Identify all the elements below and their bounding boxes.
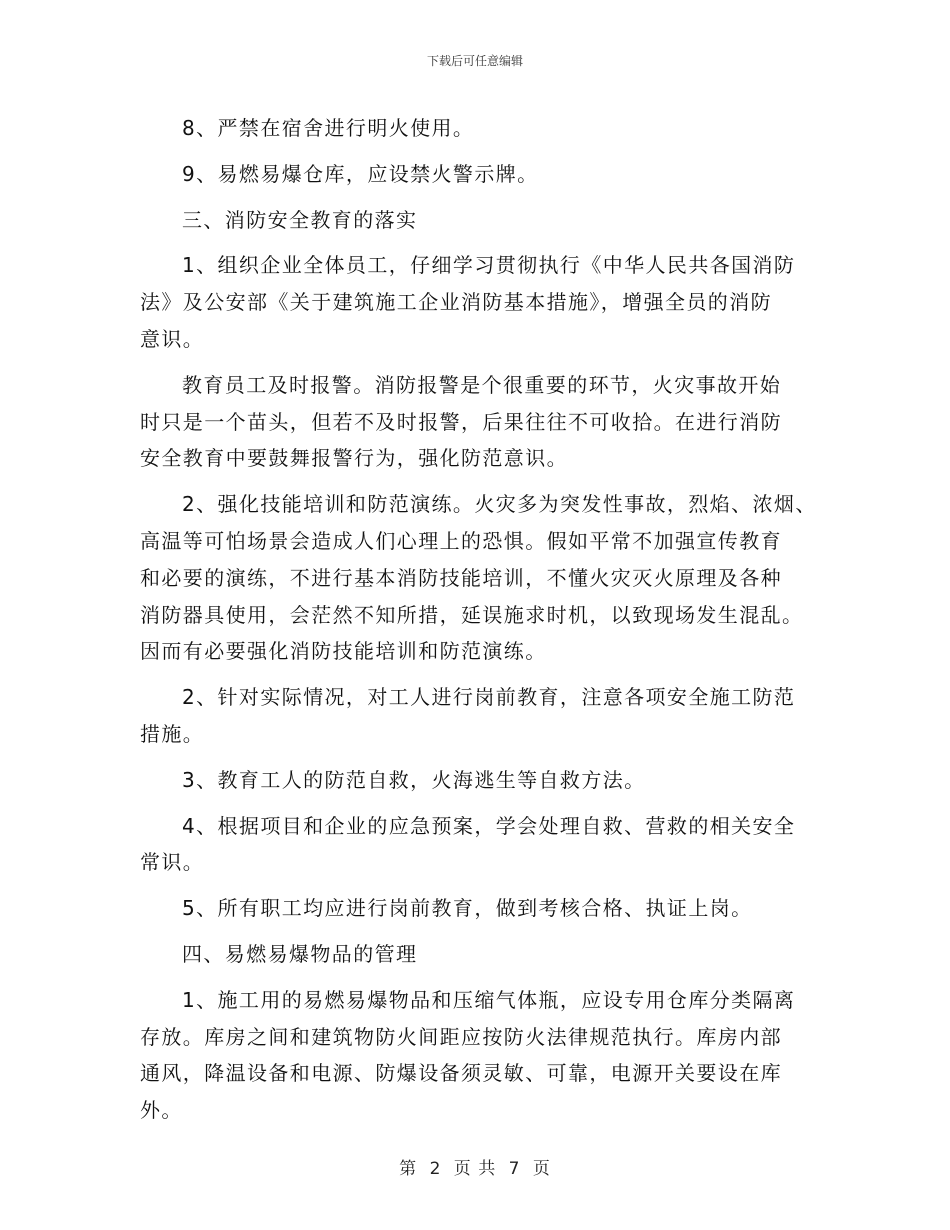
paragraph (140, 679, 820, 753)
text-line: 2、针对实际情况，对工人进行岗前教育，注意各项安全施工防范 (182, 685, 796, 710)
paragraph (140, 156, 820, 193)
footer-prefix: 第 (399, 1159, 418, 1179)
paragraph (140, 808, 820, 882)
paragraph (140, 367, 820, 477)
text-line: 外。 (140, 1098, 183, 1123)
text-line: 8、严禁在宿舍进行明火使用。 (182, 116, 475, 140)
text-line: 4、根据项目和企业的应急预案，学会处理自救、营救的相关安全 (182, 813, 796, 838)
page-header: 下载后可任意编辑 (426, 54, 523, 68)
text-line: 消防器具使用，会茫然不知所措，延误施求时机，以致现场发生混乱。 (140, 602, 804, 627)
text-line: 四、易燃易爆物品的管理 (182, 941, 418, 966)
text-line: 1、组织企业全体员工，仔细学习贯彻执行《中华人民共各国消防 (182, 253, 796, 278)
paragraph (140, 982, 820, 1129)
paragraph (140, 936, 820, 973)
paragraph (140, 890, 820, 927)
text-line: 高温等可怕场景会造成人们心理上的恐惧。假如平常不加强宣传教育 (140, 528, 782, 553)
text-line: 9、易燃易爆仓库，应设禁火警示牌。 (182, 161, 539, 186)
text-line: 因而有必要强化消防技能培训和防范演练。 (140, 639, 547, 664)
text-line: 安全教育中要鼓舞报警行为，强化防范意识。 (140, 446, 568, 471)
text-line: 5、所有职工均应进行岗前教育，做到考核合格、执证上岗。 (182, 896, 753, 921)
text-line: 2、强化技能培训和防范演练。火灾多为突发性事故，烈焰、浓烟、 (182, 492, 817, 517)
total-page-count: 7 (508, 1159, 521, 1179)
text-line: 3、教育工人的防范自救，火海逃生等自救方法。 (182, 767, 646, 792)
text-line: 意识。 (140, 326, 205, 351)
text-line: 常识。 (140, 850, 205, 875)
text-line: 措施。 (140, 721, 205, 746)
paragraph (140, 762, 820, 799)
text-line: 存放。库房之间和建筑物防火间距应按防火法律规范执行。库房内部 (140, 1024, 782, 1049)
document-body (140, 110, 820, 1138)
paragraph (140, 110, 820, 147)
text-line: 和必要的演练，不进行基本消防技能培训，不懂火灾灭火原理及各种 (140, 565, 782, 590)
paragraph (140, 202, 820, 239)
page-footer (0, 1154, 950, 1179)
text-line: 时只是一个苗头，但若不及时报警，后果往往不可收拾。在进行消防 (140, 409, 782, 434)
text-line: 通风，降温设备和电源、防爆设备须灵敏、可靠，电源开关要设在库 (140, 1061, 782, 1086)
text-line: 三、消防安全教育的落实 (182, 207, 418, 232)
footer-middle: 页 共 (453, 1159, 497, 1179)
paragraph (140, 486, 820, 670)
text-line: 法》及公安部《关于建筑施工企业消防基本措施》，增强全员的消防 (140, 290, 772, 315)
text-line: 教育员工及时报警。消防报警是个很重要的环节，火灾事故开始 (182, 372, 782, 397)
current-page-number: 2 (429, 1159, 442, 1179)
paragraph (140, 247, 820, 357)
text-line: 1、施工用的易燃易爆物品和压缩气体瓶，应设专用仓库分类隔离 (182, 987, 796, 1012)
footer-suffix: 页 (532, 1159, 551, 1179)
